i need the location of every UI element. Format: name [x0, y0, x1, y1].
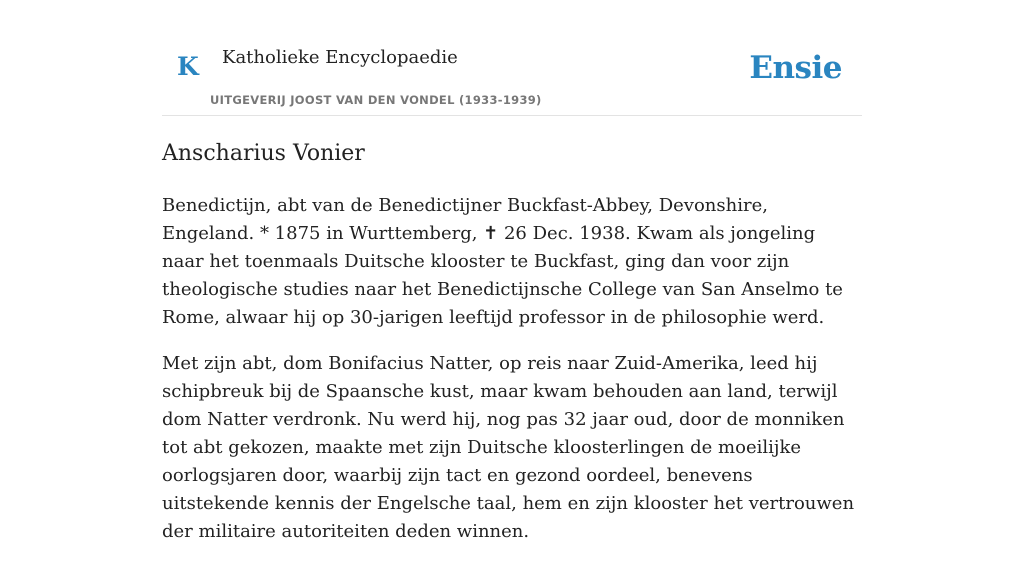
- article: [162, 138, 862, 564]
- article-paragraph: Met zijn abt, dom Bonifacius Natter, op reis naar Zuid-Amerika, leed hij schipbreuk bij de Spaansche kust, maar kwam behouden aan land, terwijl dom Natter verdronk. Nu werd hij, nog pas 32 jaar oud, door de monniken tot abt gekozen, maakte met zijn Duitsche kloosterlingen de moeilijke oorlogsjaren door, waarbij zijn tact en gezond oordeel, benevens uitstekende kennis der Engelsche taal, hem en zijn klooster het vertrouwen der militaire autoriteiten deden winnen.: [162, 353, 855, 542]
- publisher-subtitle: UITGEVERIJ JOOST VAN DEN VONDEL (1933-1939): [210, 93, 542, 107]
- encyclopedia-logo[interactable]: K: [177, 52, 199, 81]
- site-title-link[interactable]: Katholieke Encyclopaedie: [222, 47, 458, 68]
- ensie-brand-link[interactable]: Ensie: [749, 50, 842, 86]
- site-header: [162, 40, 862, 116]
- article-paragraph: Benedictijn, abt van de Benedictijner Buckfast-Abbey, Devonshire, Engeland. * 1875 in Wurttemberg, ✝ 26 Dec. 1938. Kwam als jongeling naar het toenmaals Duitsche klooster te Buckfast, ging dan voor zijn theologische studies naar het Benedictijnsche College van San Anselmo te Rome, alwaar hij op 30-jarigen leeftijd professor in de philosophie werd.: [162, 195, 843, 328]
- article-title: Anscharius Vonier: [162, 141, 365, 166]
